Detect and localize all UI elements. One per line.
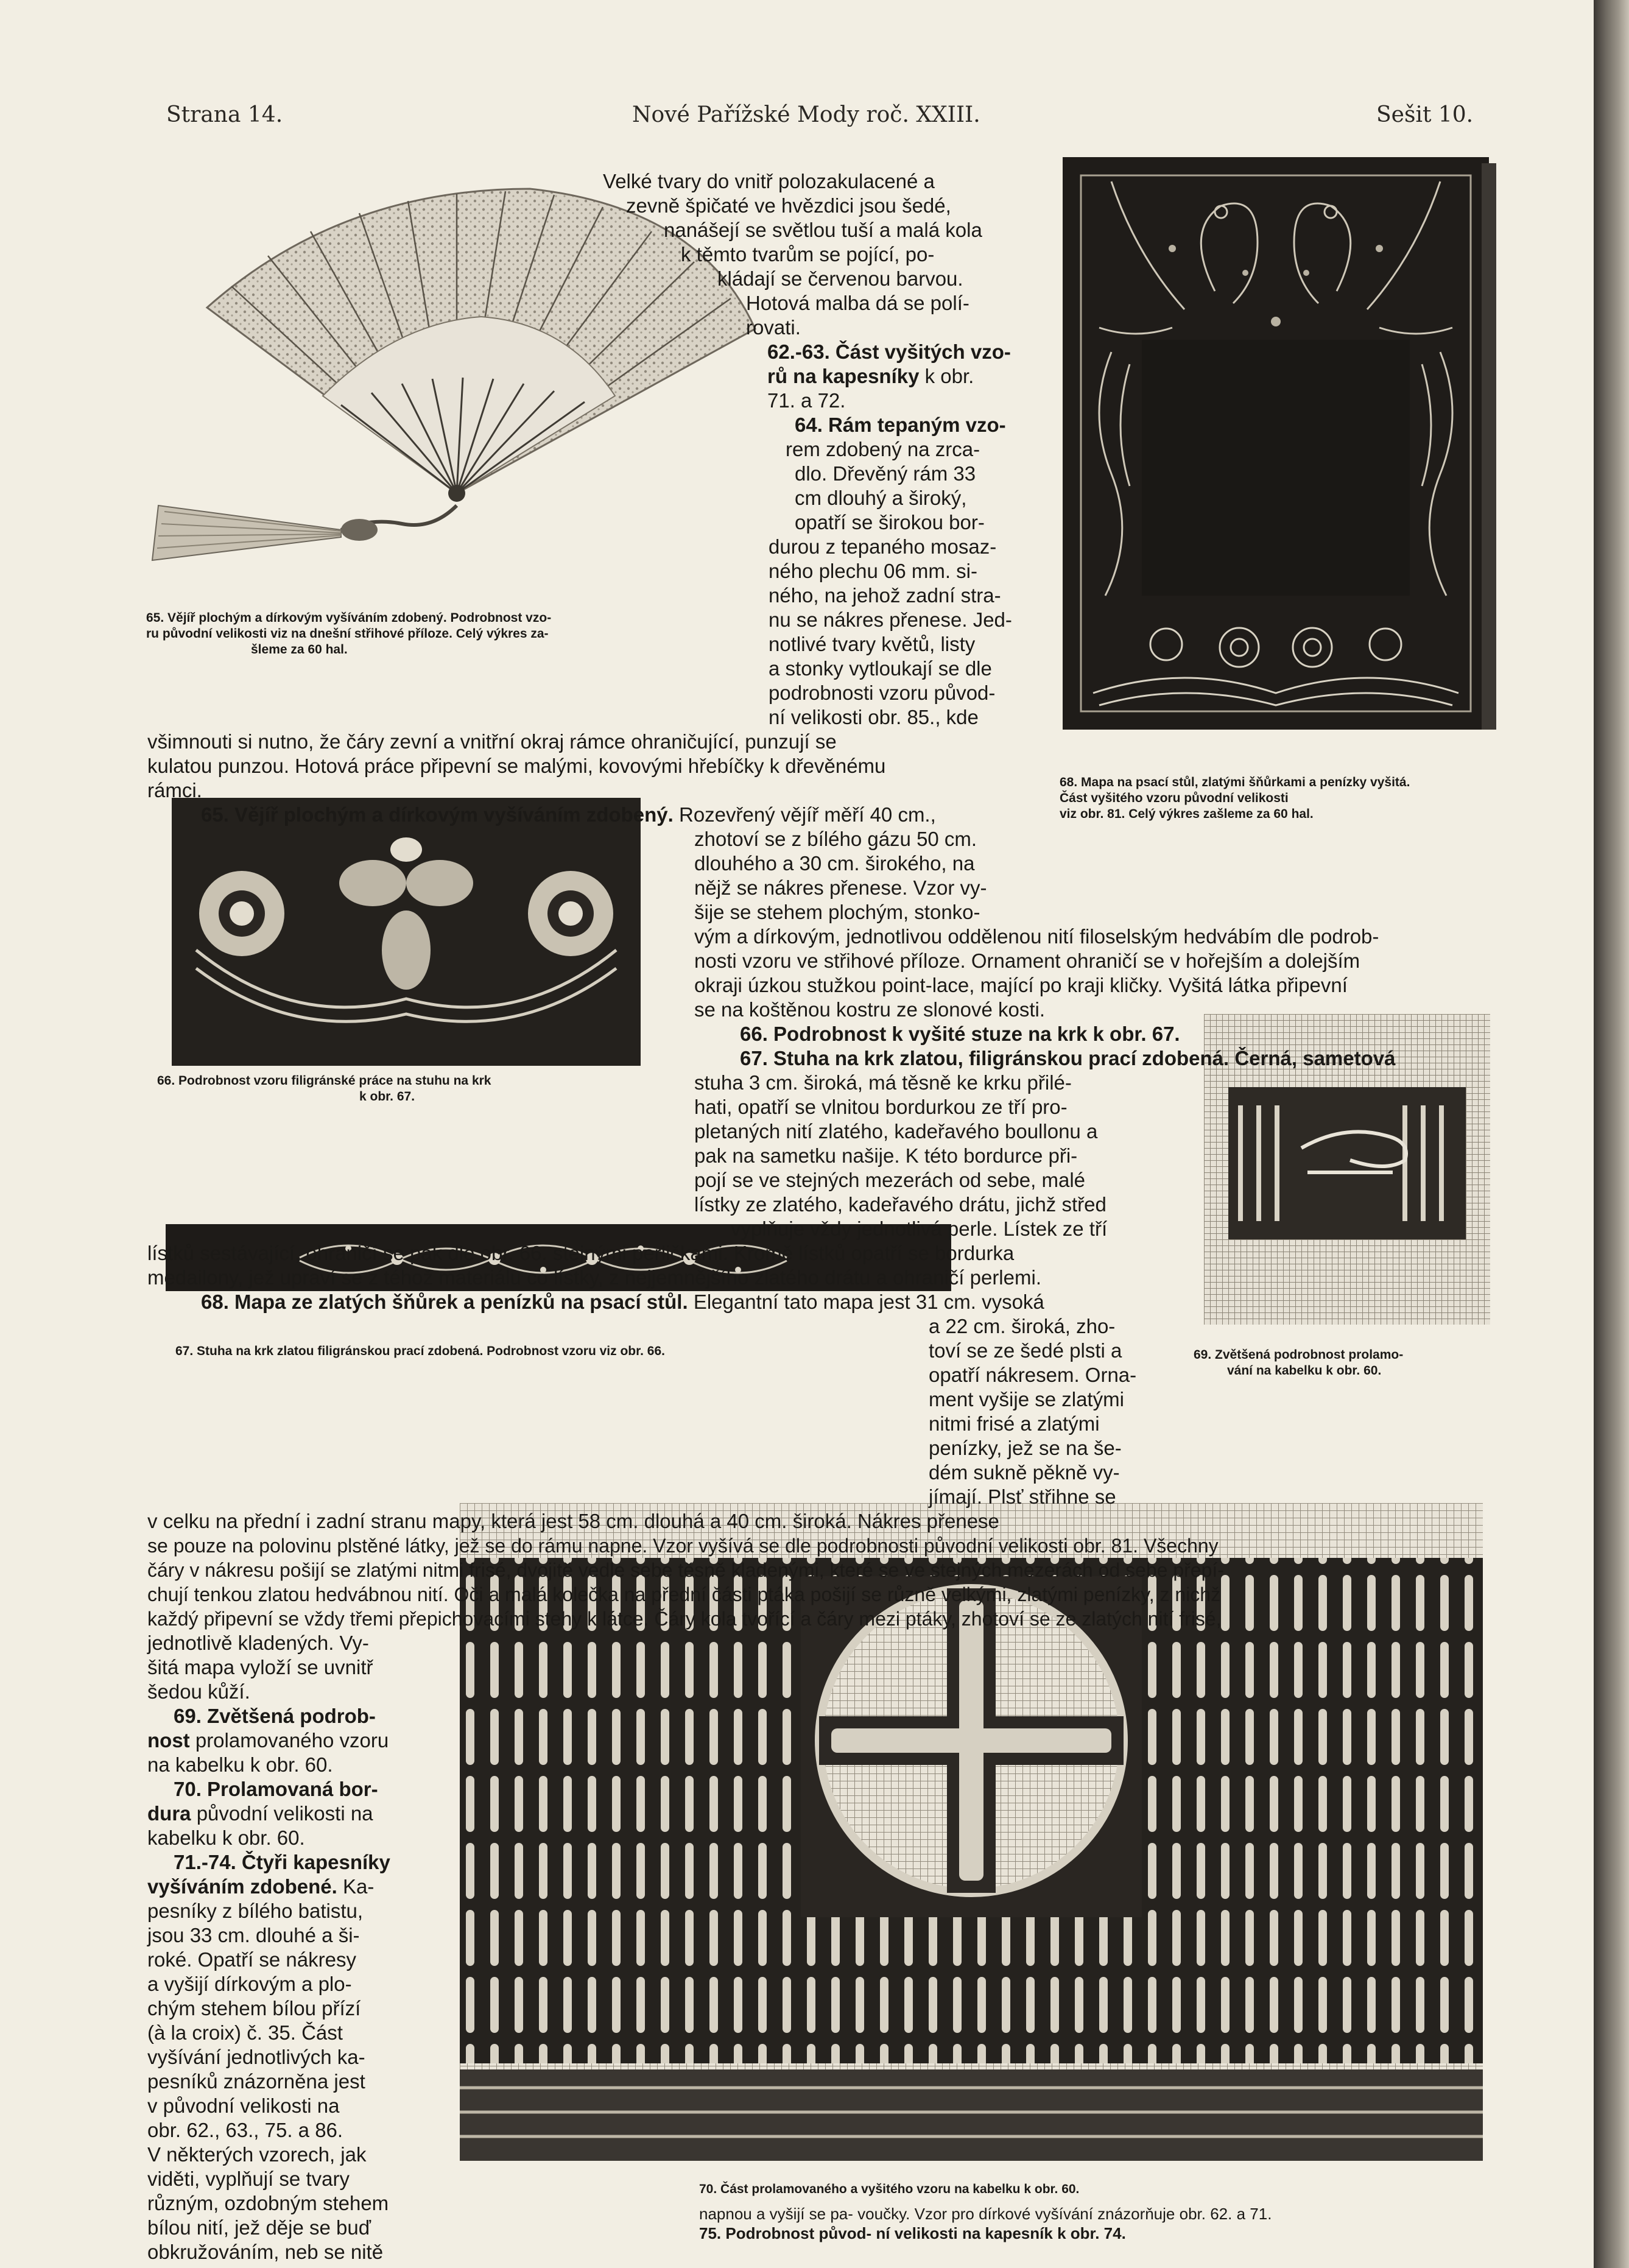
text-line: opatří nákresem. Orna- [929,1364,1137,1386]
text-line: v původní velikosti na [147,2094,340,2117]
text-line: různým, ozdobným stehem [147,2192,389,2214]
text-line: vyšívání jednotlivých ka- [147,2046,365,2068]
text-line: 68. Mapa ze zlatých šňůrek a penízků na psací stůl. Elegantní tato mapa jest 31 cm. vysoká [201,1291,1044,1313]
text-line: a vyšijí dírkovým a plo- [147,1973,352,1995]
text-line: a stonky vytloukají se dle [769,657,992,680]
issue-number: Sešit 10. [1376,102,1474,127]
text-line: stuha 3 cm. široká, má těsně ke krku přilé- [694,1071,1072,1094]
text-line: ného, na jehož zadní stra- [769,584,1001,607]
text-line: dura původní velikosti na [147,1802,373,1825]
text-line: zevně špičaté ve hvězdici jsou šedé, [626,194,951,217]
text-line: ní velikosti obr. 85., kde [769,706,979,728]
text-line: 71. a 72. [767,389,846,412]
text-line: vyšíváním zdobené. Ka- [147,1875,375,1898]
text-line: nosti vzoru ve střihové příloze. Ornament ohraničí se v hořejším a dolejším [694,949,1360,972]
text-line: vým a dírkovým, jednotlivou oddělenou nití filoselským hedvábím dle podrob- [694,925,1379,948]
text-line: obr. 62., 63., 75. a 86. [147,2119,343,2141]
caption-66-line2: k obr. 67. [359,1090,415,1104]
text-line: 67. Stuha na krk zlatou, filigránskou prací zdobená. Černá, sametová [740,1047,1396,1069]
page-gutter-shadow [1594,0,1629,2268]
text-line: šitá mapa vyloží se uvnitř [147,1656,373,1678]
text-line: kládají se červenou barvou. [717,267,963,290]
caption-69-line2: vání na kabelku k obr. 60. [1227,1364,1382,1378]
text-line: viděti, vyplňují se tvary [147,2168,350,2190]
caption-70: 70. Část prolamovaného a vyšitého vzoru na kabelku k obr. 60. [699,2182,1080,2196]
text-line: dém sukně pěkně vy- [929,1461,1120,1484]
text-line: každý připevní se vždy třemi přepichovacími stehy k látce. Čáry kola tvořící a čáry mezi ptáky, zhotoví se ze zlatých nití frisé, [147,1608,1222,1630]
text-line: roké. Opatří se nákresy [147,1948,356,1971]
text-line: nějž se nákres přenese. Vzor vy- [694,876,987,899]
text-line: se pouze na polovinu plstěné látky, jež se do rámu napne. Vzor vyšívá se dle podrobnosti původní velikosti obr. 81. Všechny [147,1535,1219,1557]
caption-67: 67. Stuha na krk zlatou filigránskou prací zdobená. Podrobnost vzoru viz obr. 66. [175,1344,665,1358]
text-line: vyplňuje vždy jednotlivá perle. Lístek ze tří [731,1217,1108,1240]
journal-title: Nové Pařížské Mody roč. XXIII. [632,102,980,127]
text-line: (à la croix) č. 35. Část [147,2021,343,2044]
text-line: rů na kapesníky k obr. [767,365,974,387]
text-line: všimnouti si nutno, že čáry zevní a vnitřní okraj rámce ohraničující, punzují se [147,730,837,753]
text-line: obkružováním, neb se nitě [147,2241,384,2263]
text-line: 69. Zvětšená podrob- [174,1705,376,1727]
caption-68-line2: Část vyšitého vzoru původní velikosti [1060,791,1289,805]
text-line: 75. Podrobnost původ- ní velikosti na kapesník k obr. 74. [699,2224,1126,2242]
text-line: jednotlivě kladených. Vy- [147,1632,369,1654]
text-line: jsou 33 cm. dlouhé a ši- [147,1924,360,1946]
text-line: cm dlouhý a široký, [795,487,967,509]
text-line: podrobnosti vzoru původ- [769,681,996,704]
text-line: 65. Vějíř plochým a dírkovým vyšíváním zdobený. Rozevřený vějíř měří 40 cm., [201,803,936,826]
text-line: se na koštěnou kostru ze slonové kosti. [694,998,1045,1021]
text-line: šije se stehem plochým, stonko- [694,901,980,923]
text-line: a 22 cm. široká, zho- [929,1315,1116,1337]
caption-68-line1: 68. Mapa na psací stůl, zlatými šňůrkami a penízky vyšitá. [1060,775,1410,789]
text-line: kulatou punzou. Hotová práce připevní se malými, kovovými hřebíčky k dřevěnému [147,755,886,777]
text-line: bílou nití, jež děje se buď [147,2216,371,2239]
text-line: na kabelku k obr. 60. [147,1753,333,1776]
ribbon-detail-illustration [172,798,641,1066]
text-line: 66. Podrobnost k vyšité stuze na krk k obr. 67. [740,1023,1180,1045]
text-line: kabelku k obr. 60. [147,1826,305,1849]
text-line: V některých vzorech, jak [147,2143,367,2166]
text-line: toví se ze šedé plsti a [929,1339,1122,1362]
text-line: notlivé tvary květů, listy [769,633,976,655]
text-line: ného plechu 06 mm. si- [769,560,978,582]
text-line: napnou a vyšijí se pa- voučky. Vzor pro dírkové vyšívání znázorňuje obr. 62. a 71. [699,2205,1272,2223]
text-line: jímají. Plsť střihne se [929,1485,1116,1508]
text-line: durou z tepaného mosaz- [769,535,997,558]
text-line: pojí se ve stejných mezerách od sebe, malé [694,1169,1086,1191]
text-line: lístky ze zlatého, kadeřavého drátu, jichž střed [694,1193,1107,1216]
text-line: penízky, jež se na še- [929,1437,1122,1459]
text-line: chují tenkou zlatou hedvábnou nití. Oči a malá kolečka na přední části ptáka pošijí se různě velkými, zlatými penízky, z nichž [147,1583,1221,1605]
text-line: pak na sametku našije. K této bordurce při- [694,1144,1078,1167]
text-line: Hotová malba dá se polí- [746,292,969,314]
text-line: lístků sestávající, ohraničí se pak dle obr. 66. stejnými perličkami. Kromě lístků opatří se bordurka [147,1242,1015,1264]
desk-folder-illustration [1063,157,1498,736]
text-line: nu se nákres přenese. Jed- [769,608,1012,631]
text-line: rovati. [746,316,801,339]
caption-65-line3: šleme za 60 hal. [251,643,348,657]
text-line: zhotoví se z bílého gázu 50 cm. [694,828,977,850]
text-line: k těmto tvarům se pojící, po- [681,243,935,266]
text-line: nost prolamovaného vzoru [147,1729,389,1752]
text-line: pesníky z bílého batistu, [147,1900,364,1922]
text-line: okraji úzkou stužkou point-lace, mající po kraji kličky. Vyšitá látka připevní [694,974,1348,996]
text-line: rem zdobený na zrca- [786,438,980,460]
text-line: ment vyšije se zlatými [929,1388,1124,1410]
text-line: dlo. Dřevěný rám 33 [795,462,976,485]
text-line: chým stehem bílou přízí [147,1997,361,2020]
text-line: opatří se širokou bor- [795,511,985,534]
caption-69-line1: 69. Zvětšená podrobnost prolamo- [1194,1348,1404,1362]
page-number: Strana 14. [166,102,283,127]
text-line: pletaných nití zlatého, kadeřavého boullonu a [694,1120,1098,1143]
text-line: 71.-74. Čtyři kapesníky [174,1851,390,1873]
caption-65-line2: ru původní velikosti viz na dnešní střihové příloze. Celý výkres za- [146,627,549,641]
text-line: v celku na přední i zadní stranu mapy, která jest 58 cm. dlouhá a 40 cm. široká. Nákres přenese [147,1510,999,1532]
text-line: šedou kůží. [147,1680,250,1703]
text-line: hati, opatří se vlnitou bordurkou ze tří pro- [694,1096,1068,1118]
caption-65-line1: 65. Vějíř plochým a dírkovým vyšíváním zdobený. Podrobnost vzo- [146,611,552,625]
text-line: 70. Prolamovaná bor- [174,1778,378,1800]
text-line: rámci. [147,779,202,801]
text-line: Velké tvary do vnitř polozakulacené a [603,170,935,192]
text-line: dlouhého a 30 cm. širokého, na [694,852,975,875]
text-line: nitmi frisé a zlatými [929,1412,1100,1435]
caption-68-line3: viz obr. 81. Celý výkres zašleme za 60 hal. [1060,807,1314,821]
text-line: nanášejí se světlou tuší a malá kola [664,219,982,241]
caption-66-line1: 66. Podrobnost vzoru filigránské práce na stuhu na krk [157,1074,491,1088]
text-line: 64. Rám tepaným vzo- [795,414,1006,436]
text-line: čáry v nákresu pošijí se zlatými nitmi frisé, dvojitě vedle sebe těsně kladenými, které se ve stejných mezerách od sebe přepí- [147,1559,1224,1581]
text-line: medailony, jež upraví se z téhož materiálu co lístky, z nejjemnějšího zlatého drátu a ohraničí perlemi. [147,1266,1041,1289]
text-line: pesníků znázorněna jest [147,2070,365,2093]
text-line: 62.-63. Část vyšitých vzo- [767,340,1011,363]
